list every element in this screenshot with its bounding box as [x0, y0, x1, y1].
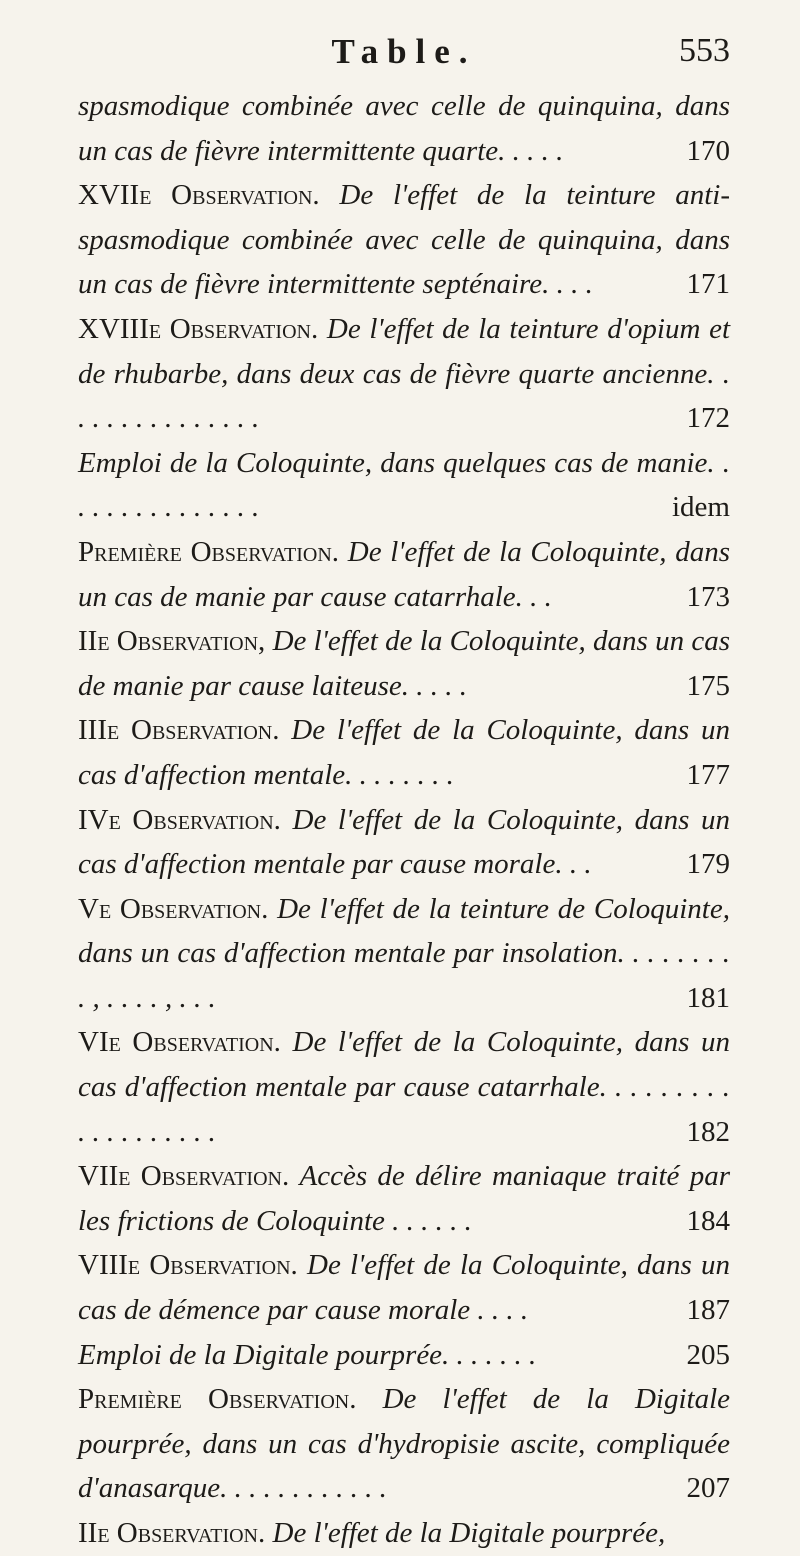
entry-label: Ve Observation. — [78, 892, 269, 925]
entry-page: 172 — [686, 402, 730, 435]
running-head — [78, 20, 730, 78]
entry-text: De l'effet de la Coloquinte, dans un cas d'affection mentale par cause catarrhale. . . . . . . . . . . . . . . . . . . — [78, 1026, 730, 1148]
entry-page: 173 — [686, 580, 730, 613]
toc-entry — [78, 1333, 730, 1378]
entry-text: De l'effet de la Coloquinte, dans un cas d'affection mentale. . . . . . . . — [78, 714, 730, 791]
entry-label: VIIIe Observation. — [78, 1249, 298, 1282]
entry-page: 207 — [686, 1472, 730, 1505]
entry-text: De l'effet de la teinture de Coloquinte, dans un cas d'affection mentale par insolation. . . . . . . . . , . . . . , . . . — [78, 892, 730, 1014]
entry-page: 179 — [686, 848, 730, 881]
entry-label: IIe Observation, — [78, 625, 266, 658]
entry-label: IIIe Observation. — [78, 714, 280, 747]
entry-text: De l'effet de la Coloquinte, dans un cas d'affection mentale par cause morale. . . — [78, 803, 730, 881]
toc-entry — [78, 619, 730, 708]
toc-entry — [78, 1243, 730, 1332]
entry-text: De l'effet de la Coloquinte, dans un cas de manie par cause catarrhale. . . — [78, 535, 731, 613]
toc-entry — [78, 1154, 730, 1243]
page-number: 553 — [679, 32, 730, 69]
toc-entry — [78, 887, 730, 1021]
entry-label: IVe Observation. — [78, 803, 281, 836]
toc-entry — [78, 173, 730, 307]
running-title: Table. — [331, 32, 477, 71]
entry-label: VIe Observation. — [78, 1026, 281, 1059]
entry-page: 187 — [686, 1294, 730, 1327]
toc-entry — [78, 708, 730, 797]
table-of-contents — [78, 84, 730, 1556]
toc-entry — [78, 307, 730, 441]
entry-text: De l'effet de la teinture d'opium et de rhubarbe, dans deux cas de fièvre quarte ancienne. . . . . . . . . . . . . . . — [78, 312, 731, 435]
toc-entry — [78, 1377, 730, 1511]
entry-label: IIe Observation. — [78, 1517, 266, 1549]
entry-page: 182 — [686, 1115, 730, 1148]
entry-text: Accès de délire maniaque traité par les frictions de Coloquinte . . . . . . — [78, 1160, 730, 1237]
toc-entry — [78, 1511, 730, 1556]
entry-label: VIIe Observation. — [78, 1160, 290, 1193]
entry-label: XVIIe Observation. — [78, 179, 320, 212]
toc-entry — [78, 84, 730, 173]
entry-page: 181 — [686, 981, 730, 1014]
entry-text: Emploi de la Coloquinte, dans quelques cas de manie. . . . . . . . . . . . . . . — [78, 446, 730, 524]
toc-entry — [78, 1020, 730, 1154]
entry-page: 177 — [686, 758, 730, 791]
entry-text: De l'effet de la Coloquinte, dans un cas de démence par cause morale . . . . — [78, 1249, 730, 1327]
entry-page: 184 — [686, 1204, 730, 1237]
toc-entry — [78, 798, 730, 887]
toc-entry — [78, 530, 730, 619]
entry-text: De l'effet de la teinture anti-spasmodique combinée avec celle de quinquina, dans un cas de fièvre intermittente septénaire. . . . — [78, 179, 731, 301]
entry-text: De l'effet de la Digitale pourprée, dans un cas d'hydropisie ascite, compliquée d'anasarque. . . . . . . . . . . . — [78, 1383, 730, 1505]
entry-label: XVIIIe Observation. — [78, 312, 319, 345]
entry-label: Première Observation. — [78, 535, 340, 568]
entry-text: spasmodique combinée avec celle de quinquina, dans un cas de fièvre intermittente quarte. . . . . — [78, 90, 730, 167]
entry-text: De l'effet de la Digitale pourprée, — [272, 1517, 666, 1549]
toc-entry — [78, 441, 730, 530]
entry-page: 205 — [686, 1338, 730, 1371]
entry-page: idem — [672, 491, 730, 524]
entry-page: 170 — [686, 134, 730, 167]
entry-label: Première Observation. — [78, 1383, 357, 1416]
entry-page: 171 — [686, 268, 730, 301]
entry-text: Emploi de la Digitale pourprée. . . . . . . — [78, 1338, 537, 1371]
entry-text: De l'effet de la Coloquinte, dans un cas de manie par cause laiteuse. . . . . — [78, 625, 731, 702]
entry-page: 175 — [686, 669, 730, 702]
